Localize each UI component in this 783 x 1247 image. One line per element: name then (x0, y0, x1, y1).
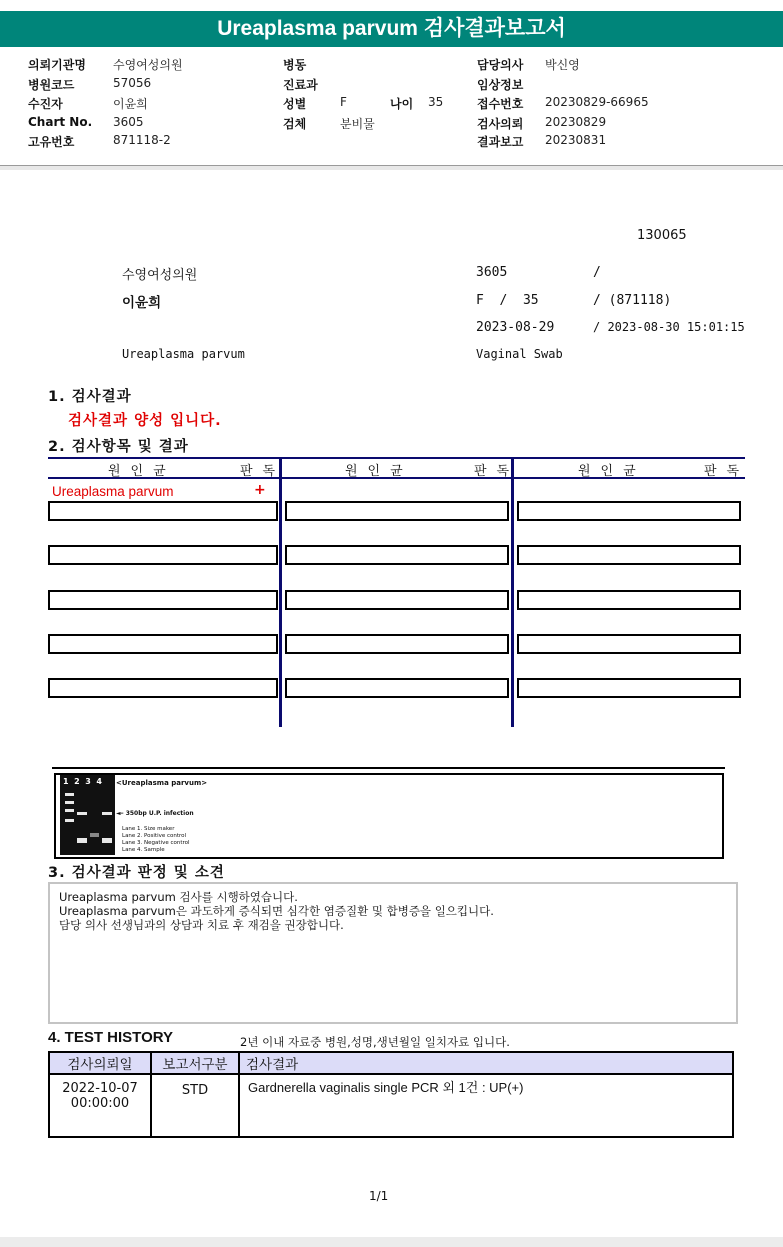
clinical-label: 임상정보 (477, 78, 524, 92)
doctor-label: 담당의사 (477, 58, 524, 72)
report-chart: 3605 (476, 265, 508, 280)
result-cell (48, 634, 278, 654)
request-date-label: 검사의뢰 (477, 117, 524, 131)
report-date2: / 2023-08-30 15:01:15 (593, 320, 745, 334)
chart-label: Chart No. (28, 115, 93, 129)
hospital-code-value: 57056 (113, 76, 152, 90)
report-sex-age: F / 35 (476, 293, 539, 308)
history-header-type: 보고서구분 (151, 1052, 239, 1074)
history-result: Gardnerella vaginalis single PCR 외 1건 : UP(+) (239, 1074, 733, 1137)
gel-image (60, 775, 115, 855)
report-slash: / (593, 265, 601, 280)
section1-result: 검사결과 양성 입니다. (68, 413, 222, 429)
result-cell (48, 678, 278, 698)
history-row (49, 1074, 733, 1137)
organism-header: 원인균 (578, 464, 646, 479)
gel-band (77, 838, 87, 843)
history-note: 2년 이내 자료중 병원,성명,생년월일 일치자료 입니다. (240, 1035, 510, 1049)
gel-band (65, 801, 74, 804)
result-cell (517, 590, 741, 610)
sex-label: 성별 (283, 97, 307, 111)
result-cell (517, 545, 741, 565)
page-number: 1/1 (369, 1189, 389, 1203)
receipt-value: 20230829-66965 (545, 95, 649, 109)
result-cell (285, 545, 509, 565)
report-title: Ureaplasma parvum 검사결과보고서 (0, 11, 783, 47)
history-header-row (49, 1052, 733, 1074)
result-cell (517, 678, 741, 698)
judge-header: 판독 (474, 464, 520, 479)
organism-name: Ureaplasma parvum (52, 484, 174, 499)
result-cell (285, 501, 509, 521)
patient-value: 이윤희 (113, 97, 148, 111)
result-cell (48, 501, 278, 521)
results-table-top-border (48, 457, 745, 459)
gel-band (77, 812, 87, 815)
report-number: 130065 (637, 228, 687, 243)
gel-panel-top-rule (52, 767, 725, 769)
report-specimen: Vaginal Swab (476, 347, 563, 361)
gel-band (102, 838, 112, 843)
gel-marker-label: ◄– 350bp U.P. infection (116, 810, 194, 817)
opinion-line: Ureaplasma parvum은 과도하게 증식되면 심각한 염증질환 및 합병증을 일으킵니다. (59, 904, 494, 918)
report-test: Ureaplasma parvum (122, 347, 245, 361)
sex-value: F (340, 95, 347, 109)
gel-lane3: Lane 3. Negative control (122, 840, 190, 846)
history-date: 2022-10-07 (62, 1081, 138, 1096)
report-patient: 이윤희 (122, 295, 162, 311)
judge-header: 판독 (704, 464, 750, 479)
result-cell (517, 634, 741, 654)
report-birth: / (871118) (593, 293, 672, 308)
section4-title: 4. TEST HISTORY (48, 1029, 174, 1046)
opinion-text (50, 884, 736, 932)
specimen-value: 분비물 (340, 117, 375, 131)
section-divider (0, 166, 783, 170)
history-date-cell (49, 1074, 151, 1137)
age-label: 나이 (390, 97, 414, 111)
ward-label: 병동 (283, 58, 307, 72)
gel-lane-numbers: 1 2 3 4 (63, 777, 102, 786)
gel-lane1: Lane 1. Size maker (122, 826, 175, 832)
gel-lane4: Lane 4. Sample (122, 847, 165, 853)
opinion-line: 담당 의사 선생님과의 상담과 치료 후 재검을 권장합니다. (59, 918, 344, 932)
gel-band (65, 809, 74, 812)
doctor-value: 박신영 (545, 58, 580, 72)
page-footer-bar (0, 1237, 783, 1247)
history-header-date: 검사의뢰일 (49, 1052, 151, 1074)
unique-label: 고유번호 (28, 135, 75, 149)
specimen-label: 검체 (283, 117, 307, 131)
history-table (48, 1051, 734, 1138)
gel-lane2: Lane 2. Positive control (122, 833, 187, 839)
patient-info-panel (0, 47, 783, 166)
gel-band (90, 833, 99, 837)
result-cell (285, 678, 509, 698)
section1-title: 1. 검사결과 (48, 389, 132, 405)
request-org-label: 의뢰기관명 (28, 58, 86, 72)
results-column-divider (279, 457, 282, 727)
patient-label: 수진자 (28, 97, 63, 111)
report-date-label: 결과보고 (477, 135, 524, 149)
result-cell (48, 545, 278, 565)
history-type: STD (151, 1074, 239, 1137)
gel-band (65, 793, 74, 796)
request-org-value: 수영여성의원 (113, 58, 183, 72)
gel-caption: <Ureaplasma parvum> (116, 779, 208, 787)
chart-value: 3605 (113, 115, 144, 129)
history-header-result: 검사결과 (239, 1052, 733, 1074)
section3-title: 3. 검사결과 판정 및 소견 (48, 865, 225, 881)
age-value: 35 (428, 95, 444, 109)
request-date-value: 20230829 (545, 115, 607, 129)
result-cell (285, 590, 509, 610)
gel-band (65, 819, 74, 822)
report-date1: 2023-08-29 (476, 320, 555, 335)
result-cell (285, 634, 509, 654)
report-clinic: 수영여성의원 (122, 268, 198, 283)
opinion-line: Ureaplasma parvum 검사를 시행하였습니다. (59, 890, 298, 904)
organism-header: 원인균 (108, 464, 176, 479)
results-column-divider (511, 457, 514, 727)
judge-header: 판독 (240, 464, 286, 479)
result-cell (517, 501, 741, 521)
hospital-code-label: 병원코드 (28, 78, 75, 92)
history-time: 00:00:00 (70, 1096, 130, 1111)
unique-value: 871118-2 (113, 133, 171, 147)
section2-title: 2. 검사항목 및 결과 (48, 439, 189, 455)
dept-label: 진료과 (283, 78, 318, 92)
receipt-label: 접수번호 (477, 97, 524, 111)
report-date-value: 20230831 (545, 133, 607, 147)
result-cell (48, 590, 278, 610)
organism-result: + (254, 482, 266, 498)
opinion-box (48, 882, 738, 1024)
organism-header: 원인균 (345, 464, 413, 479)
gel-band (102, 812, 112, 815)
